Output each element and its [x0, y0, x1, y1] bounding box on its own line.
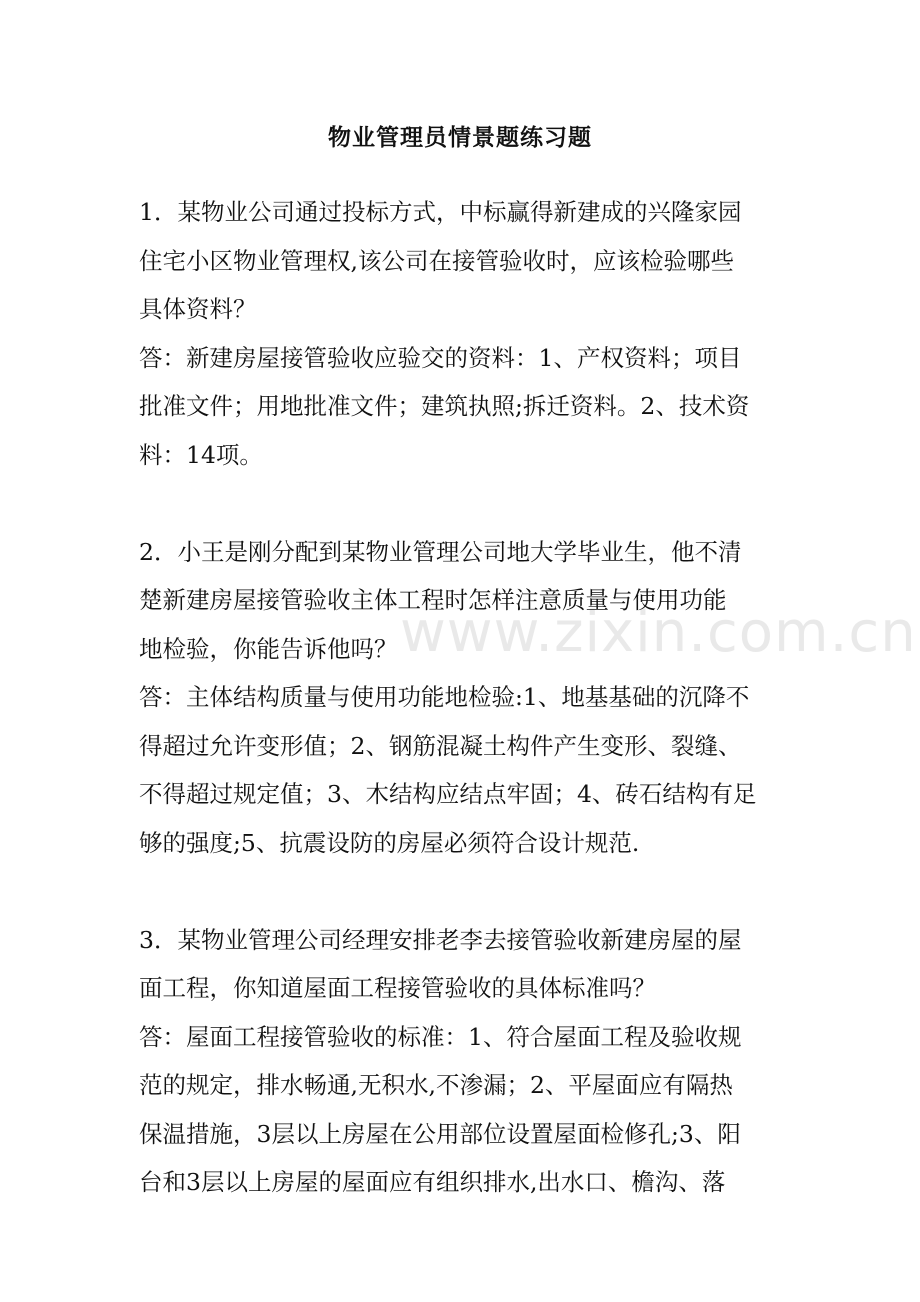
text-line: 料：14项。 — [139, 440, 263, 469]
text-line: 面工程，你知道屋面工程接管验收的具体标准吗？ — [139, 974, 656, 1002]
text-line: 够的强度;5、抗震设防的房屋必须符合设计规范. — [139, 828, 640, 857]
text-line: 不得超过规定值；3、木结构应结点牢固；4、砖石结构有足 — [139, 780, 757, 808]
text-line: 3．某物业管理公司经理安排老李去接管验收新建房屋的屋 — [139, 925, 742, 954]
text-line: 答：主体结构质量与使用功能地检验:1、地基基础的沉降不 — [139, 683, 750, 711]
text-line: 台和3层以上房屋的屋面应有组织排水,出水口、檐沟、落 — [139, 1168, 726, 1196]
answer-3 — [139, 1013, 789, 1207]
text-line: 答：屋面工程接管验收的标准：1、符合屋面工程及验收规 — [139, 1022, 742, 1051]
text-line: 保温措施，3层以上房屋在公用部位设置屋面检修孔;3、阳 — [139, 1119, 741, 1148]
paragraph-spacer — [139, 867, 789, 916]
text-line: 具体资料？ — [139, 295, 257, 323]
document-title: 物业管理员情景题练习题 — [328, 125, 592, 151]
text-line: 答：新建房屋接管验收应验交的资料：1、产权资料；项目 — [139, 343, 742, 372]
question-3 — [139, 916, 789, 1013]
answer-1 — [139, 334, 789, 480]
answer-2 — [139, 673, 789, 867]
question-2 — [139, 528, 789, 674]
text-line: 地检验，你能告诉他吗？ — [139, 634, 398, 663]
text-line: 范的规定，排水畅通,无积水,不渗漏；2、平屋面应有隔热 — [139, 1071, 733, 1099]
text-line: 1．某物业公司通过投标方式，中标赢得新建成的兴隆家园 — [139, 198, 742, 226]
text-line: 楚新建房屋接管验收主体工程时怎样注意质量与使用功能 — [139, 586, 727, 614]
watermark: www.zixin.com.cn — [400, 600, 917, 665]
text-line: 得超过允许变形值；2、钢筋混凝土构件产生变形、裂缝、 — [139, 731, 742, 760]
text-line: 批准文件；用地批准文件；建筑执照;拆迁资料。2、技术资 — [139, 392, 750, 420]
text-line: 2．小王是刚分配到某物业管理公司地大学毕业生，他不清 — [139, 537, 742, 566]
paragraph-spacer — [139, 479, 789, 528]
question-1 — [139, 188, 789, 334]
document-body — [139, 188, 789, 1207]
text-line: 住宅小区物业管理权,该公司在接管验收时，应该检验哪些 — [139, 246, 734, 275]
